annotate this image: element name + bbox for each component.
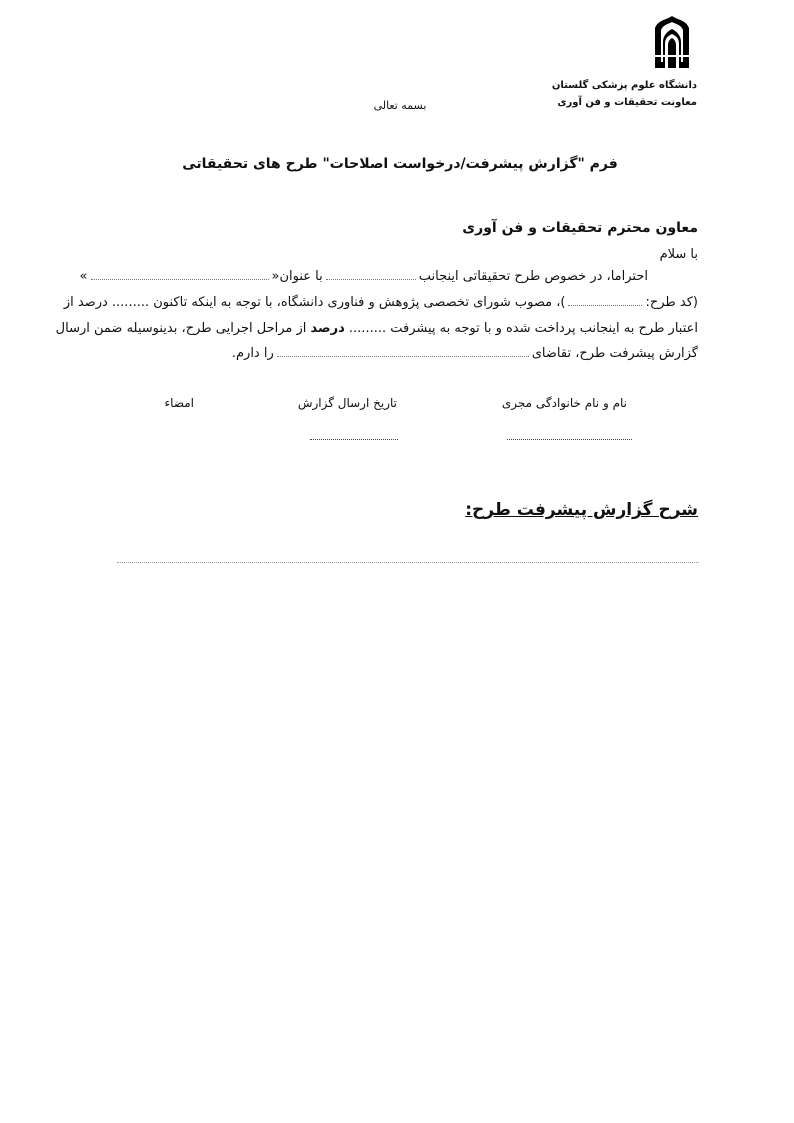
university-emblem-icon: [652, 14, 692, 70]
letter-line-2: (کد طرح:)، مصوب شورای تخصصی پژوهش و فناوری دانشگاه، با توجه به اینکه تاکنون ......... درصد از: [63, 295, 698, 310]
executor-name-field[interactable]: [507, 438, 632, 440]
report-description-field[interactable]: [117, 561, 699, 563]
letter-line-4: گزارش پیشرفت طرح، تقاضایرا دارم.: [231, 346, 698, 361]
department-name: معاونت تحقیقات و فن آوری: [557, 97, 697, 108]
report-date-label: تاریخ ارسال گزارش: [297, 396, 397, 410]
greeting: با سلام: [659, 247, 698, 262]
request-field[interactable]: [277, 346, 529, 357]
report-title: شرح گزارش پیشرفت طرح:: [465, 500, 698, 520]
addressee: معاون محترم تحقیقات و فن آوری: [462, 220, 698, 236]
university-name: دانشگاه علوم پزشکی گلستان: [551, 80, 697, 91]
report-date-field[interactable]: [310, 438, 398, 440]
executor-name-label: نام و نام خانوادگی مجری: [501, 396, 627, 410]
signature-label: امضاء: [164, 396, 194, 410]
letter-line-3: اعتبار طرح به اینجانب پرداخت شده و با توجه به پیشرفت ......... درصد از مراحل اجرایی طرح، بدینوسیله ضمن ارسال: [55, 321, 698, 336]
letter-line-1: احتراما، در خصوص طرح تحقیقاتی اینجانببا عنوان«»: [79, 269, 648, 284]
applicant-name-field[interactable]: [326, 269, 416, 280]
invocation: بسمه تعالی: [373, 99, 427, 112]
project-code-field[interactable]: [568, 295, 642, 306]
form-title: فرم "گزارش پیشرفت/درخواست اصلاحات" طرح های تحقیقاتی: [182, 156, 618, 172]
project-title-field[interactable]: [91, 269, 269, 280]
